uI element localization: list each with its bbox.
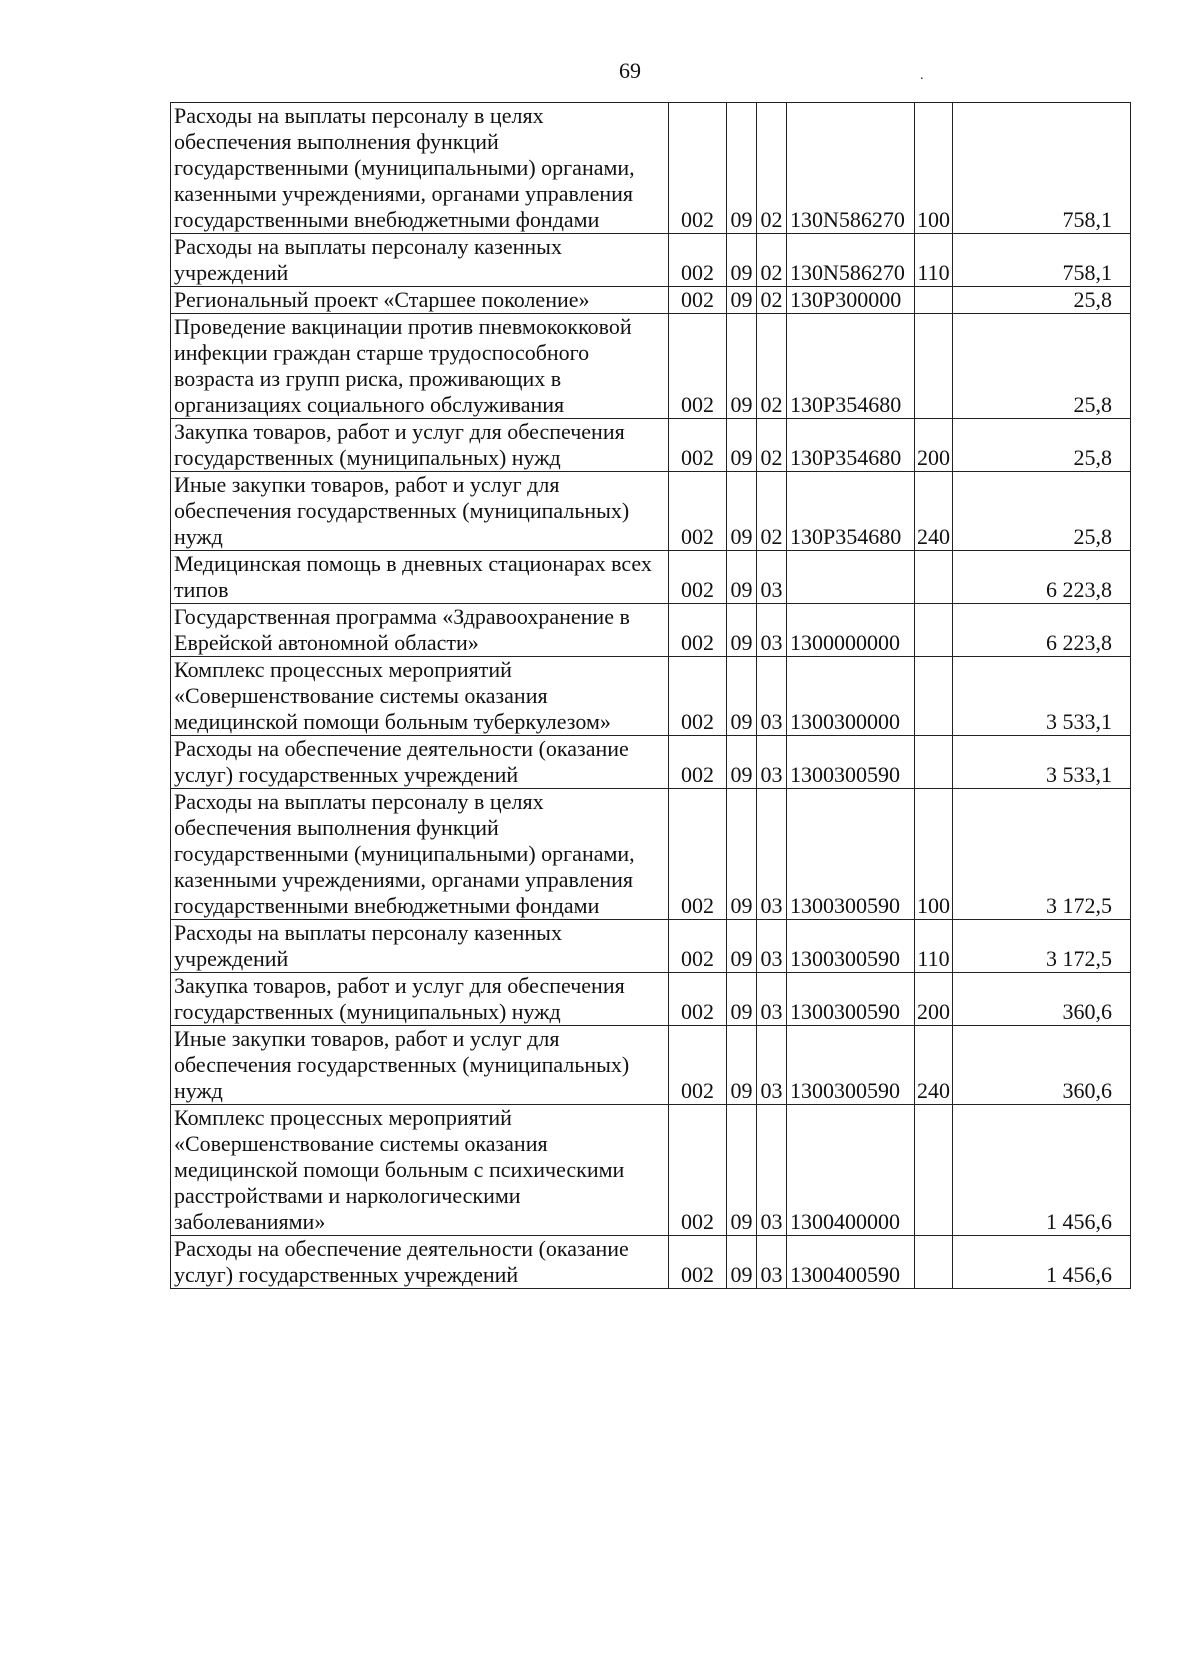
department-code-cell: 002 — [669, 604, 727, 657]
department-code-cell: 002 — [669, 1105, 727, 1236]
table-row — [171, 973, 1131, 1026]
department-code-cell: 002 — [669, 287, 727, 314]
row-name-cell: Государственная программа «Здравоохранение в Еврейской автономной области» — [171, 604, 669, 657]
row-name-cell: Расходы на выплаты персоналу в целях обеспечения выполнения функций государственными (муниципальными) органами, казенными учреждениями, органами управления государственными внебюджетными фондами — [171, 789, 669, 920]
budget-table-body — [171, 103, 1131, 1289]
table-row — [171, 920, 1131, 973]
expense-type-code-cell: 100 — [915, 789, 953, 920]
department-code-cell: 002 — [669, 103, 727, 234]
expense-type-code-cell — [915, 657, 953, 736]
department-code-cell: 002 — [669, 657, 727, 736]
expense-type-code-cell — [915, 1105, 953, 1236]
section-code-cell: 09 — [727, 314, 757, 419]
section-code-cell: 09 — [727, 287, 757, 314]
row-name-cell: Закупка товаров, работ и услуг для обеспечения государственных (муниципальных) нужд — [171, 973, 669, 1026]
expense-type-code-cell: 110 — [915, 234, 953, 287]
row-name-cell: Расходы на выплаты персоналу в целях обеспечения выполнения функций государственными (муниципальными) органами, казенными учреждениями, органами управления государственными внебюджетными фондами — [171, 103, 669, 234]
expense-type-code-cell — [915, 551, 953, 604]
expense-type-code-cell — [915, 1236, 953, 1289]
amount-cell: 3 533,1 — [953, 657, 1131, 736]
subsection-code-cell: 03 — [757, 789, 787, 920]
target-item-code-cell: 1300300590 — [787, 973, 915, 1026]
amount-cell: 6 223,8 — [953, 604, 1131, 657]
department-code-cell: 002 — [669, 920, 727, 973]
department-code-cell: 002 — [669, 314, 727, 419]
section-code-cell: 09 — [727, 789, 757, 920]
section-code-cell: 09 — [727, 1105, 757, 1236]
table-row — [171, 419, 1131, 472]
amount-cell: 758,1 — [953, 234, 1131, 287]
subsection-code-cell: 02 — [757, 419, 787, 472]
amount-cell: 25,8 — [953, 287, 1131, 314]
amount-cell: 25,8 — [953, 314, 1131, 419]
department-code-cell: 002 — [669, 234, 727, 287]
section-code-cell: 09 — [727, 103, 757, 234]
target-item-code-cell: 1300400590 — [787, 1236, 915, 1289]
subsection-code-cell: 03 — [757, 973, 787, 1026]
target-item-code-cell: 1300300590 — [787, 789, 915, 920]
budget-table — [170, 102, 1131, 1289]
department-code-cell: 002 — [669, 789, 727, 920]
subsection-code-cell: 02 — [757, 472, 787, 551]
section-code-cell: 09 — [727, 1236, 757, 1289]
table-row — [171, 736, 1131, 789]
expense-type-code-cell: 240 — [915, 472, 953, 551]
target-item-code-cell: 130P300000 — [787, 287, 915, 314]
section-code-cell: 09 — [727, 920, 757, 973]
section-code-cell: 09 — [727, 472, 757, 551]
expense-type-code-cell — [915, 604, 953, 657]
amount-cell: 6 223,8 — [953, 551, 1131, 604]
target-item-code-cell: 1300000000 — [787, 604, 915, 657]
row-name-cell: Медицинская помощь в дневных стационарах всех типов — [171, 551, 669, 604]
section-code-cell: 09 — [727, 419, 757, 472]
department-code-cell: 002 — [669, 736, 727, 789]
table-row — [171, 234, 1131, 287]
subsection-code-cell: 03 — [757, 1236, 787, 1289]
expense-type-code-cell — [915, 736, 953, 789]
row-name-cell: Комплекс процессных мероприятий «Совершенствование системы оказания медицинской помощи больным с психическими расстройствами и наркологическими заболеваниями» — [171, 1105, 669, 1236]
subsection-code-cell: 02 — [757, 287, 787, 314]
subsection-code-cell: 03 — [757, 604, 787, 657]
amount-cell: 3 172,5 — [953, 920, 1131, 973]
department-code-cell: 002 — [669, 1026, 727, 1105]
amount-cell: 360,6 — [953, 1026, 1131, 1105]
row-name-cell: Расходы на обеспечение деятельности (оказание услуг) государственных учреждений — [171, 1236, 669, 1289]
department-code-cell: 002 — [669, 973, 727, 1026]
row-name-cell: Проведение вакцинации против пневмококковой инфекции граждан старше трудоспособного возраста из групп риска, проживающих в организациях социального обслуживания — [171, 314, 669, 419]
target-item-code-cell: 130N586270 — [787, 103, 915, 234]
row-name-cell: Иные закупки товаров, работ и услуг для обеспечения государственных (муниципальных) нужд — [171, 1026, 669, 1105]
target-item-code-cell: 130P354680 — [787, 419, 915, 472]
amount-cell: 3 172,5 — [953, 789, 1131, 920]
table-row — [171, 472, 1131, 551]
department-code-cell: 002 — [669, 551, 727, 604]
row-name-cell: Региональный проект «Старшее поколение» — [171, 287, 669, 314]
amount-cell: 758,1 — [953, 103, 1131, 234]
amount-cell: 3 533,1 — [953, 736, 1131, 789]
expense-type-code-cell: 200 — [915, 973, 953, 1026]
table-row — [171, 1236, 1131, 1289]
target-item-code-cell: 130P354680 — [787, 314, 915, 419]
section-code-cell: 09 — [727, 551, 757, 604]
scan-artifact-dot: . — [920, 68, 924, 83]
expense-type-code-cell: 200 — [915, 419, 953, 472]
table-row — [171, 1026, 1131, 1105]
section-code-cell: 09 — [727, 1026, 757, 1105]
row-name-cell: Расходы на выплаты персоналу казенных учреждений — [171, 920, 669, 973]
section-code-cell: 09 — [727, 604, 757, 657]
table-row — [171, 789, 1131, 920]
target-item-code-cell: 1300300590 — [787, 1026, 915, 1105]
expense-type-code-cell — [915, 287, 953, 314]
row-name-cell: Комплекс процессных мероприятий «Совершенствование системы оказания медицинской помощи больным туберкулезом» — [171, 657, 669, 736]
target-item-code-cell: 130N586270 — [787, 234, 915, 287]
target-item-code-cell: 1300300000 — [787, 657, 915, 736]
row-name-cell: Иные закупки товаров, работ и услуг для обеспечения государственных (муниципальных) нужд — [171, 472, 669, 551]
target-item-code-cell: 1300400000 — [787, 1105, 915, 1236]
subsection-code-cell: 02 — [757, 234, 787, 287]
amount-cell: 25,8 — [953, 472, 1131, 551]
subsection-code-cell: 03 — [757, 551, 787, 604]
subsection-code-cell: 03 — [757, 1026, 787, 1105]
section-code-cell: 09 — [727, 973, 757, 1026]
section-code-cell: 09 — [727, 657, 757, 736]
table-row — [171, 103, 1131, 234]
table-row — [171, 314, 1131, 419]
page-number: 69 — [619, 58, 641, 83]
subsection-code-cell: 02 — [757, 314, 787, 419]
row-name-cell: Расходы на выплаты персоналу казенных учреждений — [171, 234, 669, 287]
table-row — [171, 604, 1131, 657]
subsection-code-cell: 02 — [757, 103, 787, 234]
section-code-cell: 09 — [727, 736, 757, 789]
table-row — [171, 657, 1131, 736]
subsection-code-cell: 03 — [757, 736, 787, 789]
amount-cell: 1 456,6 — [953, 1105, 1131, 1236]
section-code-cell: 09 — [727, 234, 757, 287]
department-code-cell: 002 — [669, 1236, 727, 1289]
amount-cell: 1 456,6 — [953, 1236, 1131, 1289]
table-row — [171, 551, 1131, 604]
row-name-cell: Расходы на обеспечение деятельности (оказание услуг) государственных учреждений — [171, 736, 669, 789]
subsection-code-cell: 03 — [757, 920, 787, 973]
target-item-code-cell: 1300300590 — [787, 920, 915, 973]
expense-type-code-cell — [915, 314, 953, 419]
target-item-code-cell: 1300300590 — [787, 736, 915, 789]
amount-cell: 360,6 — [953, 973, 1131, 1026]
table-row — [171, 287, 1131, 314]
expense-type-code-cell: 240 — [915, 1026, 953, 1105]
department-code-cell: 002 — [669, 472, 727, 551]
target-item-code-cell — [787, 551, 915, 604]
subsection-code-cell: 03 — [757, 1105, 787, 1236]
department-code-cell: 002 — [669, 419, 727, 472]
target-item-code-cell: 130P354680 — [787, 472, 915, 551]
table-row — [171, 1105, 1131, 1236]
row-name-cell: Закупка товаров, работ и услуг для обеспечения государственных (муниципальных) нужд — [171, 419, 669, 472]
expense-type-code-cell: 100 — [915, 103, 953, 234]
subsection-code-cell: 03 — [757, 657, 787, 736]
expense-type-code-cell: 110 — [915, 920, 953, 973]
amount-cell: 25,8 — [953, 419, 1131, 472]
